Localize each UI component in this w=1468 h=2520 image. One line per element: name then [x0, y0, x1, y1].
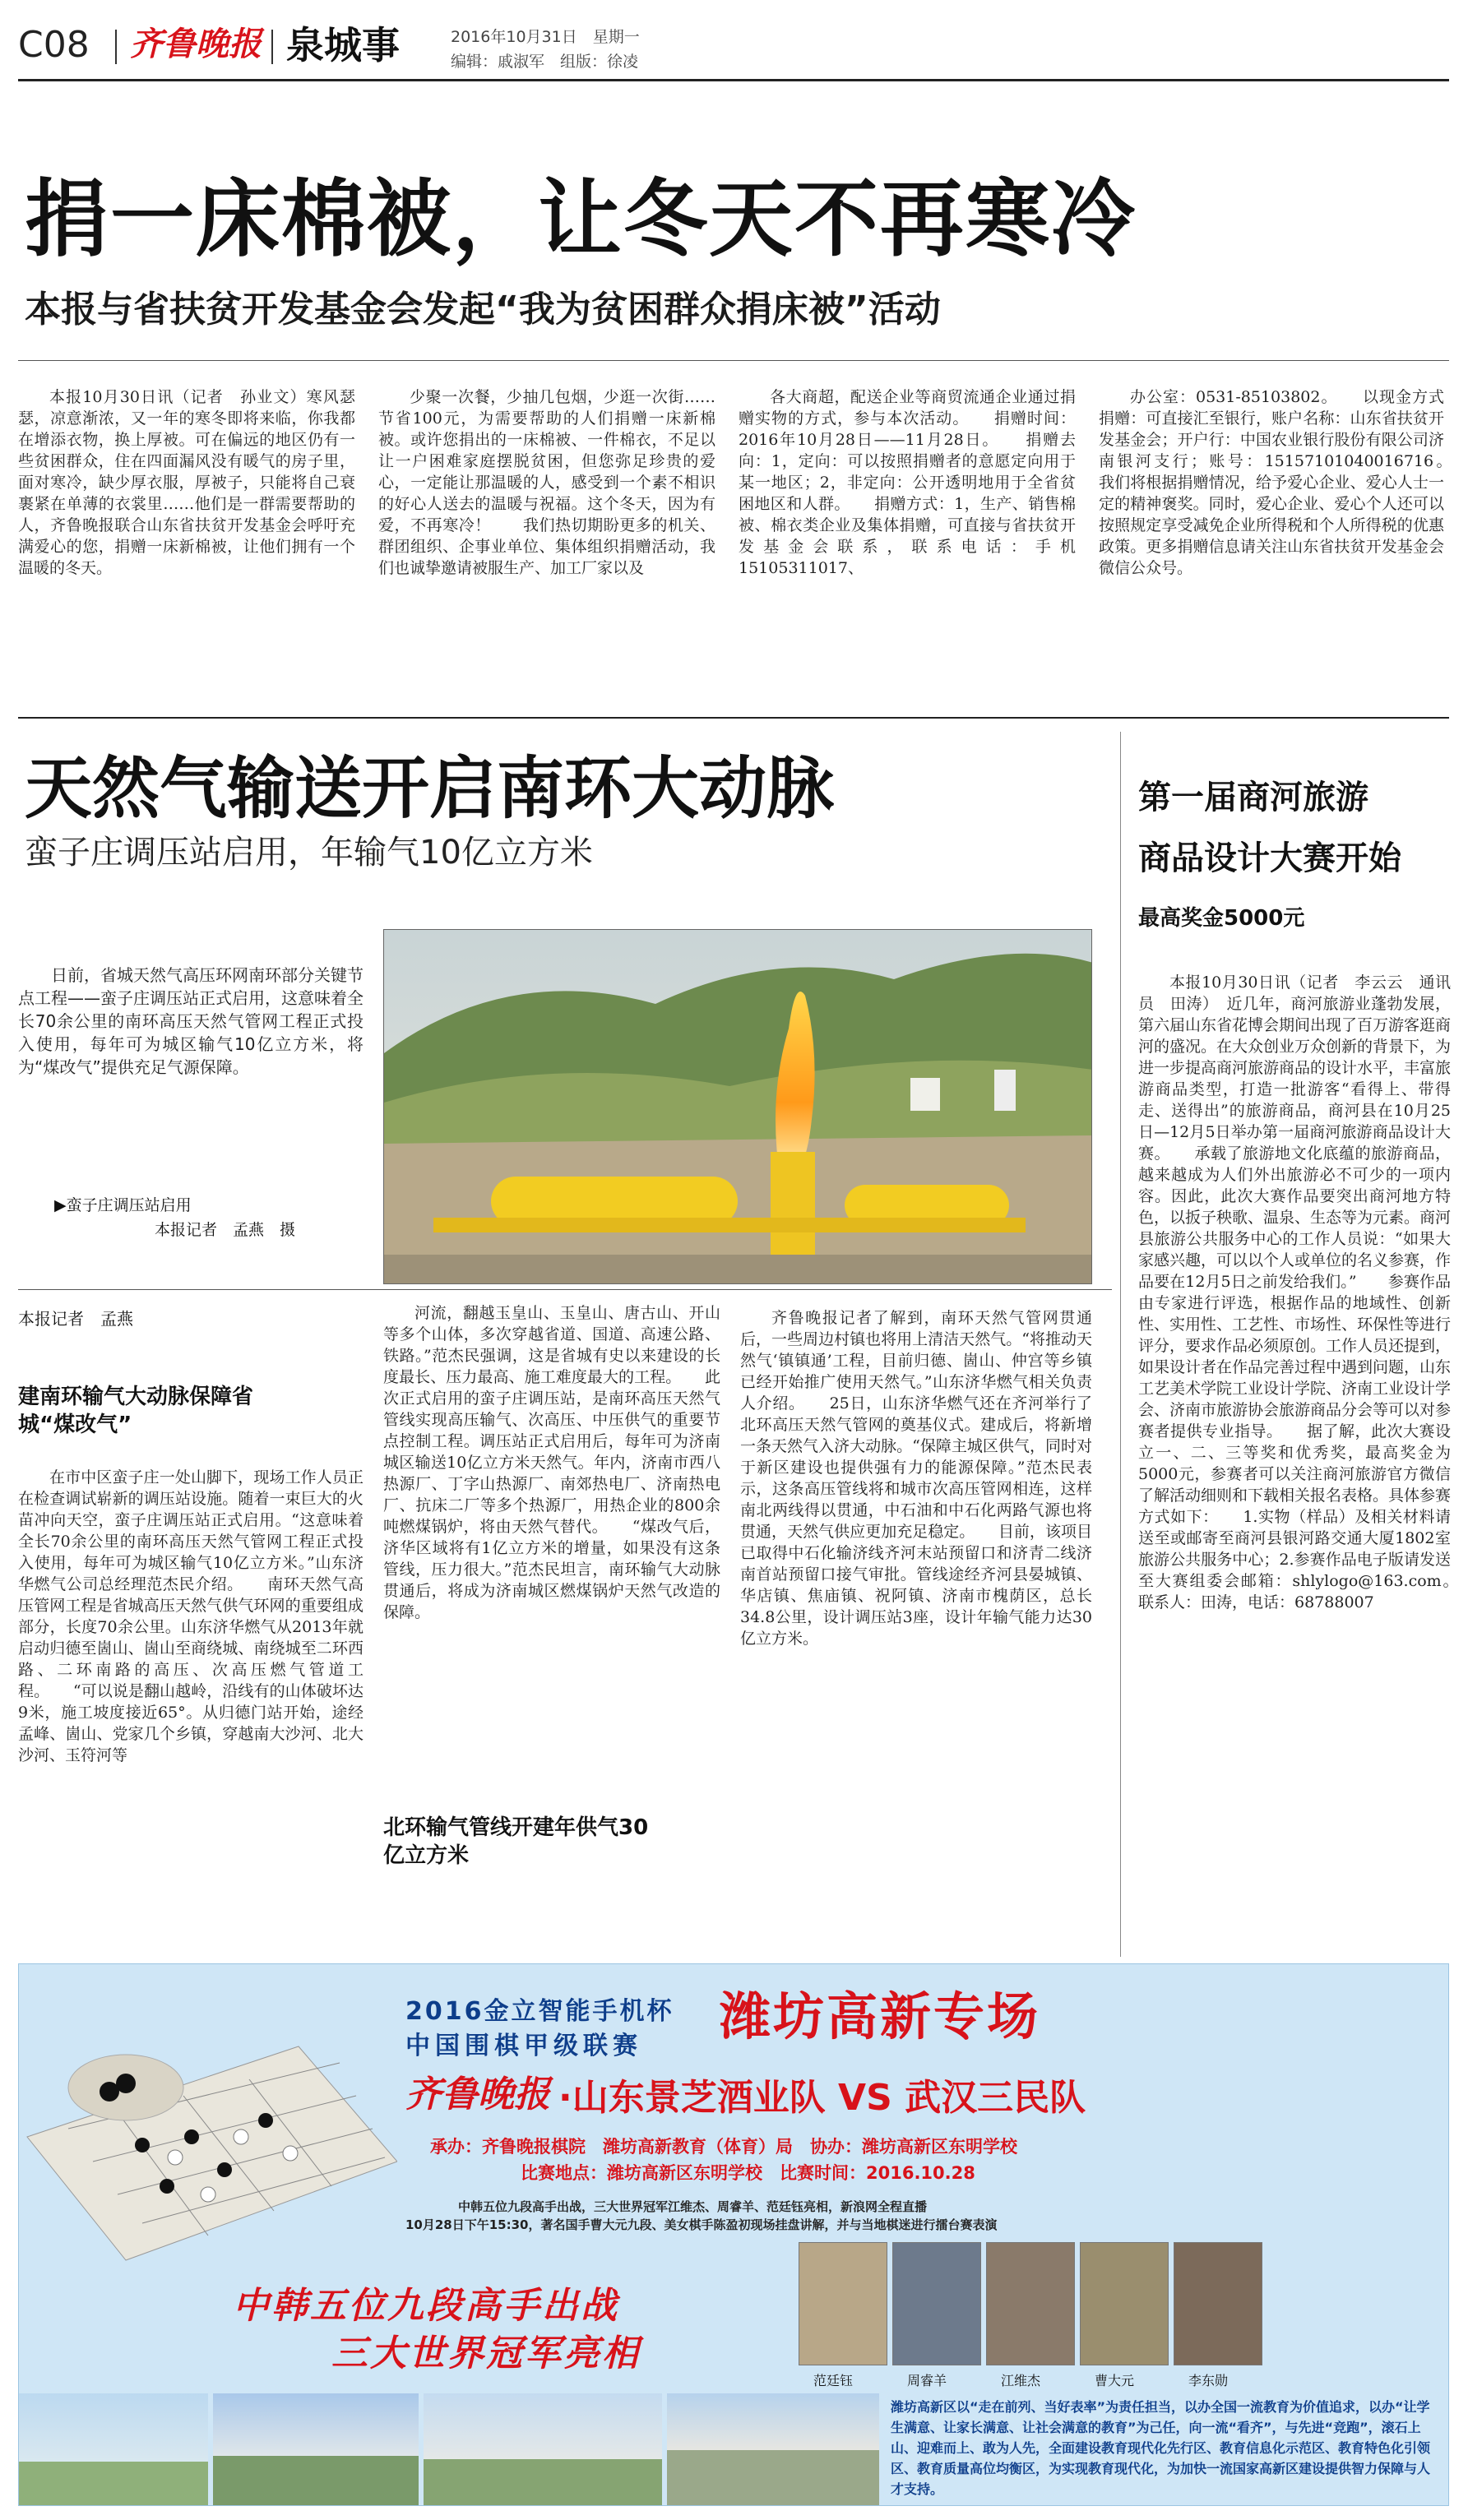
player-name: 李东勋: [1188, 2373, 1229, 2388]
section-name: 泉城事: [286, 23, 400, 67]
story2-column-1: [18, 1467, 364, 1960]
story2-col2-text: 河流，翻越玉皇山、玉皇山、唐古山、开山等多个山体，多次穿越省道、国道、高速公路、铁路。”范杰民强调，这是省城有史以来建设的长度最长、压力最高、施工难度最大的工程。 此次正式启用的蛮子庄调压站，是南环高压天然气管线实现高压输气、次高压、中压供气的重要节点控制工程。调压站正式启用后，每年可为济南城区输送10亿立方米天然气。年内，济南市西八热源厂、丁字山热源厂、南郊热电厂、济南热电厂、抗床二厂等多个热源厂，用热企业的800余吨燃煤锅炉，将由天然气替代。 “煤改气后，济华区域将有1亿立方米的增量，如果没有这条管线，压力很大。”范杰民坦言，南环输气大动脉贯通后，将成为济南城区燃煤锅炉天然气改造的保障。: [383, 1304, 720, 1621]
story1-col1-text: 本报10月30日讯（记者 孙业文）寒风瑟瑟，凉意渐浓，又一年的寒冬即将来临，你我都在增添衣物，换上厚被。可在偏远的地区仍有一些贫困群众，住在四面漏风没有暖气的房子里，面对寒冷，缺少厚衣服，厚被子，只能将自己衰裹紧在单薄的衣裳里……他们是一群需要帮助的人，齐鲁晚报联合山东省扶贫开发基金会呼吁充满爱心的您，捐赠一床新棉被，让他们拥有一个温暖的冬天。: [18, 388, 355, 577]
masthead-divider: [115, 30, 117, 64]
story2-col1-text: 在市中区蛮子庄一处山脚下，现场工作人员正在检查调试崭新的调压站设施。随着一束巨大的火苗冲向天空，蛮子庄调压站正式启用。“这意味着全长70余公里的南环高压天然气管网工程正式投入使用，每年可为城区输气10亿立方米。”山东济华燃气公司总经理范杰民介绍。 南环天然气高压管网工程是省城高压天然气供气环网的重要组成部分，长度70余公里。山东济华燃气从2013年就启动归德至崮山、崮山至商绕城、南绕城至二环西路、二环南路的高压、次高压燃气管道工程。 “可以说是翻山越岭，沿线有的山体破坏达9米，施工坡度接近65°。从归德门站开始，途经孟峰、崮山、党家几个乡镇，穿越南大沙河、北大沙河、玉符河等: [18, 1468, 364, 1764]
story1-col3-text: 各大商超，配送企业等商贸流通企业通过捐赠实物的方式，参与本次活动。 捐赠时间：2016年10月28日——11月28日。 捐赠去向：1，定向：可以按照捐赠者的意愿定向用于某一地区；2，非定向：公开透明地用于全省贫困地区和人群。 捐赠方式：1，生产、销售棉被、棉衣类企业及集体捐赠，可直接与省扶贫开发基金会联系，联系电话：手机15105311017、: [739, 388, 1076, 577]
go-league-ad: [18, 1963, 1449, 2506]
story3-headline-2: 商品设计大赛开始: [1138, 839, 1401, 877]
story3-headline-1: 第一届商河旅游: [1138, 779, 1368, 816]
school-image: [667, 2393, 879, 2506]
go-board-image: [19, 2014, 397, 2268]
story2-column-3: [740, 1307, 1092, 1949]
gas-station-photo: [383, 929, 1092, 1284]
ad-promo-1: 中韩五位九段高手出战，三大世界冠军江维杰、周睿羊、范廷钰亮相，新浪网全程直播: [458, 2199, 928, 2214]
gas-station-photo-art: [384, 930, 1092, 1284]
ad-slogan-2: 三大世界冠军亮相: [331, 2333, 641, 2374]
school-image: [19, 2393, 208, 2506]
player-name: 曹大元: [1095, 2373, 1135, 2388]
school-image: [424, 2393, 662, 2506]
ad-special: 潍坊高新专场: [720, 1986, 1041, 2046]
story2-photo-rule: [18, 1289, 1112, 1290]
story1-column-3: [739, 386, 1076, 682]
story1-column-2: [378, 386, 715, 682]
story1-subheadline: 本报与省扶贫开发基金会发起“我为贫困群众捐床被”活动: [25, 289, 941, 331]
ad-brand: 齐鲁晚报: [405, 2074, 550, 2115]
ad-title-line-2: 中国围棋甲级联赛: [405, 2032, 642, 2060]
player-name: 江维杰: [1001, 2373, 1041, 2388]
story3-body: [1138, 972, 1451, 1958]
right-column-divider: [1120, 732, 1121, 1957]
story3-body-text: 本报10月30日讯（记者 李云云 通讯员 田涛） 近几年，商河旅游业蓬勃发展，第六届山东省花博会期间出现了百万游客逛商河的盛况。在大众创业万众创新的背景下，为进一步提高商河旅游商品的设计水平，丰富旅游商品类型，打造一批游客“看得上、带得走、送得出”的旅游商品，商河县在10月25日—12月5日举办第一届商河旅游商品设计大赛。 承载了旅游地文化底蕴的旅游商品，越来越成为人们外出旅游必不可少的一项内容。因此，此次大赛作品要突出商河地方特色，以扳子秧歌、温泉、生态等为元素。商河县旅游公共服务中心的工作人员说：“如果大家感兴趣，可以以个人或单位的名义参赛，作品要在12月5日之前发给我们。” 参赛作品由专家进行评选，根据作品的地域性、创新性、实用性、工艺性、市场性、环保性等进行评分，要求作品必须原创。工作人员还提到，如果设计者在作品完善过程中遇到问题，山东工艺美术学院工业设计学院、济南工业设计学会、济南市旅游协会旅游商品分会等可以对参赛者提供专业指导。 据了解，此次大赛设立一、二、三等奖和优秀奖，最高奖金为5000元，参赛者可以关注商河旅游官方微信了解活动细则和下载相关报名表格。具体参赛方式如下： 1.实物（样品）及相关材料请送至或邮寄至商河县银河路交通大厦1802室旅游公共服务中心；2.参赛作品电子版请发送至大赛组委会邮箱：shlylogo@163.com。 联系人：田涛，电话：68788007: [1138, 973, 1451, 1611]
story1-column-4: [1099, 386, 1444, 682]
ad-organizers: 承办：齐鲁晚报棋院 潍坊高新教育（体育）局 协办：潍坊高新区东明学校: [430, 2137, 1017, 2157]
story2-col3-text: 齐鲁晚报记者了解到，南环天然气管网贯通后，一些周边村镇也将用上清洁天然气。“将推动天然气‘镇镇通’工程，目前归德、崮山、仲宫等乡镇已经开始推广使用天然气。”山东济华燃气相关负责人介绍。 25日，山东济华燃气还在齐河举行了北环高压天然气管网的奠基仪式。建成后，将新增一条天然气入济大动脉。“保障主城区供气，同时对于新区建设也提供强有力的能源保障。”范杰民表示，这条高压管线将和城市次高压管网相连，这样南北两线得以贯通，中石油和中石化两路气源也将贯通，天然气供应更加充足稳定。 目前，该项目已取得中石化输济线齐河末站预留口和济青二线济南首站预留口接气审批。管线途经齐河县晏城镇、华店镇、焦庙镇、祝阿镇、济南市槐荫区，总长34.8公里，设计调压站3座，设计年输气能力达30亿立方米。: [740, 1309, 1092, 1648]
story1-bottom-rule: [18, 717, 1449, 719]
story1-col4-text: 办公室：0531-85103802。 以现金方式捐赠：可直接汇至银行，账户名称：山东省扶贫开发基金会；开户行：中国农业银行股份有限公司济南银河支行；账号：15157101040016716。 我们将根据捐赠情况，给予爱心企业、爱心人士一定的精神褒奖。同时，爱心企业、爱心个人还可以按照规定享受减免企业所得税和个人所得税的优惠政策。更多捐赠信息请关注山东省扶贫开发基金会微信公众号。: [1099, 388, 1444, 577]
story3-subheadline: 最高奖金5000元: [1138, 906, 1305, 931]
ad-footer-text: 潍坊高新区以“走在前列、当好表率”为责任担当，以办全国一流教育为价值追求，以办“让学生满意、让家长满意、让社会满意的教育”为己任，向一流“看齐”，与先进“竞跑”，滚石上山、迎难而上、敢为人先，全面建设教育现代化先行区、教育信息化示范区、教育特色化引领区、教育质量高位均衡区，为实现教育现代化，为加快一流国家高新区建设提供智力保障与人才支持。: [891, 2399, 1431, 2497]
date-line: 2016年10月31日 星期一: [451, 28, 640, 46]
story2-headline: 天然气输送开启南环大动脉: [25, 750, 835, 828]
paper-name: 齐鲁晚报: [130, 25, 262, 63]
go-board-art: [19, 2014, 397, 2268]
story1-column-1: [18, 386, 355, 682]
masthead-divider: [271, 30, 273, 64]
player-photo: [799, 2242, 887, 2365]
story2-subhead-2: 北环输气管线开建年供气30亿立方米: [383, 1815, 649, 1868]
story2-byline: 本报记者 孟燕: [18, 1309, 133, 1329]
player-name: 周睿羊: [907, 2373, 947, 2388]
masthead-rule: [18, 79, 1449, 81]
player-photo: [986, 2242, 1075, 2365]
ad-title-line-1: 2016金立智能手机杯: [405, 1997, 674, 2026]
photo-caption: ▶蛮子庄调压站启用: [54, 1196, 192, 1214]
school-image: [213, 2393, 419, 2506]
story1-headline: 捐一床棉被，让冬天不再寒冷: [25, 171, 1137, 269]
story2-subheadline: 蛮子庄调压站启用，年输气10亿立方米: [25, 834, 593, 872]
ad-venue-time: 比赛地点：潍坊高新区东明学校 比赛时间：2016.10.28: [521, 2163, 975, 2183]
photo-credit: 本报记者 孟燕 摄: [155, 1221, 296, 1239]
story2-subhead-1: 建南环输气大动脉保障省城“煤改气”: [18, 1385, 254, 1437]
story1-col2-text: 少聚一次餐，少抽几包烟，少逛一次街……节省100元，为需要帮助的人们捐赠一床新棉被。或许您捐出的一床棉被、一件棉衣，不足以让一户困难家庭摆脱贫困，但您弥足珍贵的爱心，一定能让那温暖的人，感受到一个素不相识的好心人送去的温暖与祝福。这个冬天，因为有爱，不再寒冷！ 我们热切期盼更多的机关、群团组织、企事业单位、集体组织捐赠活动，我们也诚挚邀请被服生产、加工厂家以及: [378, 388, 715, 577]
ad-matchup: ·山东景芝酒业队 VS 武汉三民队: [558, 2077, 1086, 2119]
story2-lead-text: 日前，省城天然气高压环网南环部分关键节点工程——蛮子庄调压站正式启用，这意味着全长70余公里的南环高压天然气管网工程正式投入使用，每年可为城区输气10亿立方米，将为“煤改气”提供充足气源保障。: [18, 965, 364, 1077]
editor-line: 编辑：戚淑军 组版：徐凌: [451, 53, 639, 71]
player-name: 范廷钰: [813, 2373, 854, 2388]
ad-promo-2: 10月28日下午15:30，著名国手曹大元九段、美女棋手陈盈初现场挂盘讲解，并与当地棋迷进行擂台赛表演: [405, 2217, 998, 2232]
ad-slogan-1: 中韩五位九段高手出战: [233, 2285, 619, 2327]
story2-lead: [18, 964, 364, 1128]
player-photo: [1080, 2242, 1169, 2365]
story2-column-2: [383, 1302, 720, 1796]
player-photo: [892, 2242, 981, 2365]
story1-rule: [18, 360, 1449, 361]
player-photo: [1174, 2242, 1262, 2365]
page-number: C08: [18, 24, 90, 66]
